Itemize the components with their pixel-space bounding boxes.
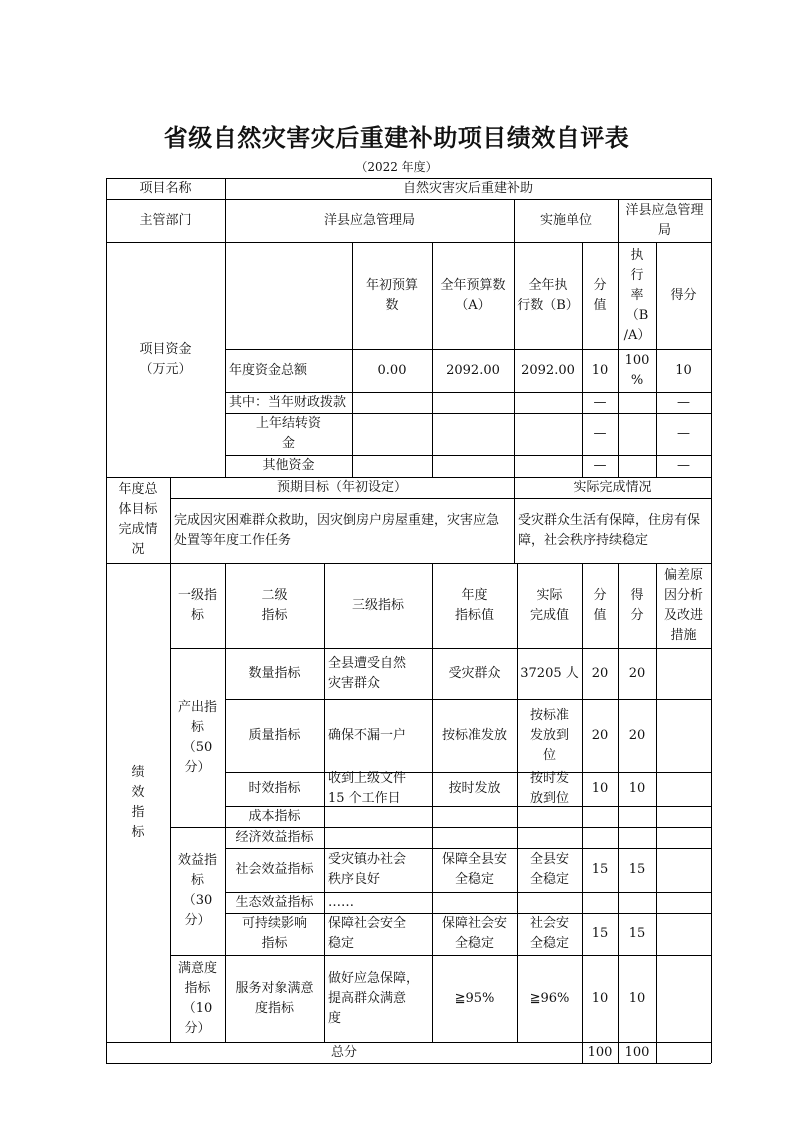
quality-l3: 确保不漏一户 (328, 727, 407, 743)
funds-carryover-score: — (593, 426, 607, 441)
satisfaction-got: 10 (628, 990, 646, 1006)
funds-header-exec: 全年执 行数（B） (517, 277, 579, 313)
social-l3: 受灾镇办社会 秩序良好 (328, 852, 407, 887)
perf-header-l1: 一级指 标 (177, 587, 217, 623)
output-label: 产出指 标 （50 分） (177, 699, 217, 775)
page-title: 省级自然灾害灾后重建补助项目绩效自评表 (163, 124, 630, 152)
funds-header-annual: 全年预算数 （A） (440, 277, 506, 313)
goals-expected-label: 预期目标（年初设定） (276, 479, 407, 495)
quality-got: 20 (628, 727, 646, 743)
perf-header-target: 年度 指标值 (454, 587, 494, 623)
goals-label: 年度总 体目标 完成情 况 (118, 482, 158, 557)
funds-fiscal-got: — (677, 394, 690, 410)
benefit-label: 效益指 标 （30 分） (177, 853, 217, 928)
total-label: 总分 (330, 1044, 357, 1060)
total-score: 100 (587, 1044, 613, 1060)
year-label: （2022 年度） (355, 160, 438, 174)
perf-header-got: 得 分 (630, 587, 644, 623)
funds-total-annual: 2092.00 (446, 362, 500, 378)
impl-value: 洋县应急管理局 (625, 202, 704, 238)
quantity-l2: 数量指标 (248, 665, 301, 681)
satisfaction-l3: 做好应急保障， 提高群众满意 度 (328, 970, 420, 1026)
satisfaction-actual: ≧96% (529, 990, 570, 1006)
perf-header-l3: 三级指标 (351, 597, 404, 613)
project-name-label: 项目名称 (139, 180, 192, 196)
funds-header-got: 得分 (670, 287, 697, 303)
funds-total-got: 10 (675, 362, 692, 378)
social-target: 保障全县安 全稳定 (441, 852, 507, 887)
sustain-l2: 可持续影响 指标 (241, 916, 307, 951)
social-l2: 社会效益指标 (235, 862, 314, 877)
perf-header-reason: 偏差原 因分析 及改进 措施 (663, 567, 703, 643)
quality-target: 按标准发放 (441, 727, 507, 743)
quantity-l3: 全县遭受自然 灾害群众 (328, 655, 407, 691)
funds-fiscal-label: 其中：当年财政拨款 (229, 394, 347, 410)
quality-score: 20 (591, 727, 609, 743)
funds-carryover-label: 上年结转资 金 (255, 416, 321, 451)
timeliness-l3: 收到上级文件 15 个工作日 (328, 771, 407, 806)
funds-header-rate: 执 行 率 （B /A） (623, 247, 651, 343)
timeliness-score: 10 (591, 781, 609, 796)
timeliness-target: 按时发放 (448, 781, 501, 796)
quantity-got: 20 (628, 665, 646, 681)
sustain-l3: 保障社会安全 稳定 (328, 916, 407, 951)
funds-header-score: 分 值 (593, 277, 607, 313)
evaluation-table (106, 178, 711, 1063)
goals-actual: 受灾群众生活有保障，住房有保障，社会秩序持续稳定 (518, 512, 701, 548)
funds-carryover-got: — (677, 426, 690, 441)
goals-expected: 完成因灾困难群众救助，因灾倒房户房屋重建，灾害应急处置等年度工作任务 (174, 512, 500, 548)
timeliness-got: 10 (628, 781, 646, 796)
sustain-actual: 社会安 全稳定 (529, 916, 569, 951)
economic-l2: 经济效益指标 (235, 829, 314, 845)
eco-l3: …… (328, 894, 354, 910)
funds-header-initial: 年初预算 数 (365, 277, 418, 313)
funds-fiscal-score: — (593, 394, 607, 410)
sustain-target: 保障社会安 全稳定 (441, 916, 507, 951)
quality-l2: 质量指标 (248, 727, 301, 743)
quantity-target: 受灾群众 (448, 665, 501, 681)
dept-value: 洋县应急管理局 (323, 212, 415, 228)
social-actual: 全县安 全稳定 (529, 852, 569, 887)
sustain-score: 15 (591, 926, 609, 941)
perf-header-actual: 实际 完成值 (529, 587, 569, 623)
funds-label: 项目资金 （万元） (139, 341, 192, 377)
impl-label: 实施单位 (539, 212, 592, 228)
timeliness-actual: 按时发 放到位 (529, 771, 569, 806)
cost-l2: 成本指标 (248, 808, 301, 824)
funds-other-label: 其他资金 (262, 458, 315, 473)
funds-total-initial: 0.00 (377, 362, 407, 378)
satisfaction-target: ≧95% (454, 990, 495, 1006)
funds-total-rate: 100 % (624, 352, 650, 388)
social-got: 15 (628, 862, 646, 877)
quantity-actual: 37205 人 (520, 665, 579, 681)
satisfaction-l2: 服务对象满意 度指标 (235, 980, 314, 1016)
funds-other-got: — (677, 458, 690, 473)
timeliness-l2: 时效指标 (248, 781, 301, 796)
quality-actual: 按标准 发放到 位 (529, 707, 569, 763)
total-got: 100 (624, 1044, 650, 1060)
funds-total-score: 10 (591, 362, 609, 378)
funds-other-score: — (593, 458, 607, 473)
goals-actual-label: 实际完成情况 (573, 479, 652, 495)
sustain-got: 15 (628, 926, 646, 941)
dept-label: 主管部门 (139, 212, 192, 228)
social-score: 15 (591, 862, 609, 877)
quantity-score: 20 (591, 665, 609, 681)
perf-header-score: 分 值 (593, 587, 607, 623)
eco-l2: 生态效益指标 (235, 894, 314, 910)
perf-label: 绩 效 指 标 (131, 764, 145, 840)
funds-total-label: 年度资金总额 (229, 362, 308, 378)
funds-total-exec: 2092.00 (521, 362, 575, 378)
perf-header-l2: 二级 指标 (261, 587, 288, 623)
project-name-value: 自然灾害灾后重建补助 (402, 180, 533, 196)
satisfaction-label: 满意度 指标 （10 分） (177, 960, 217, 1036)
satisfaction-score: 10 (591, 990, 609, 1006)
